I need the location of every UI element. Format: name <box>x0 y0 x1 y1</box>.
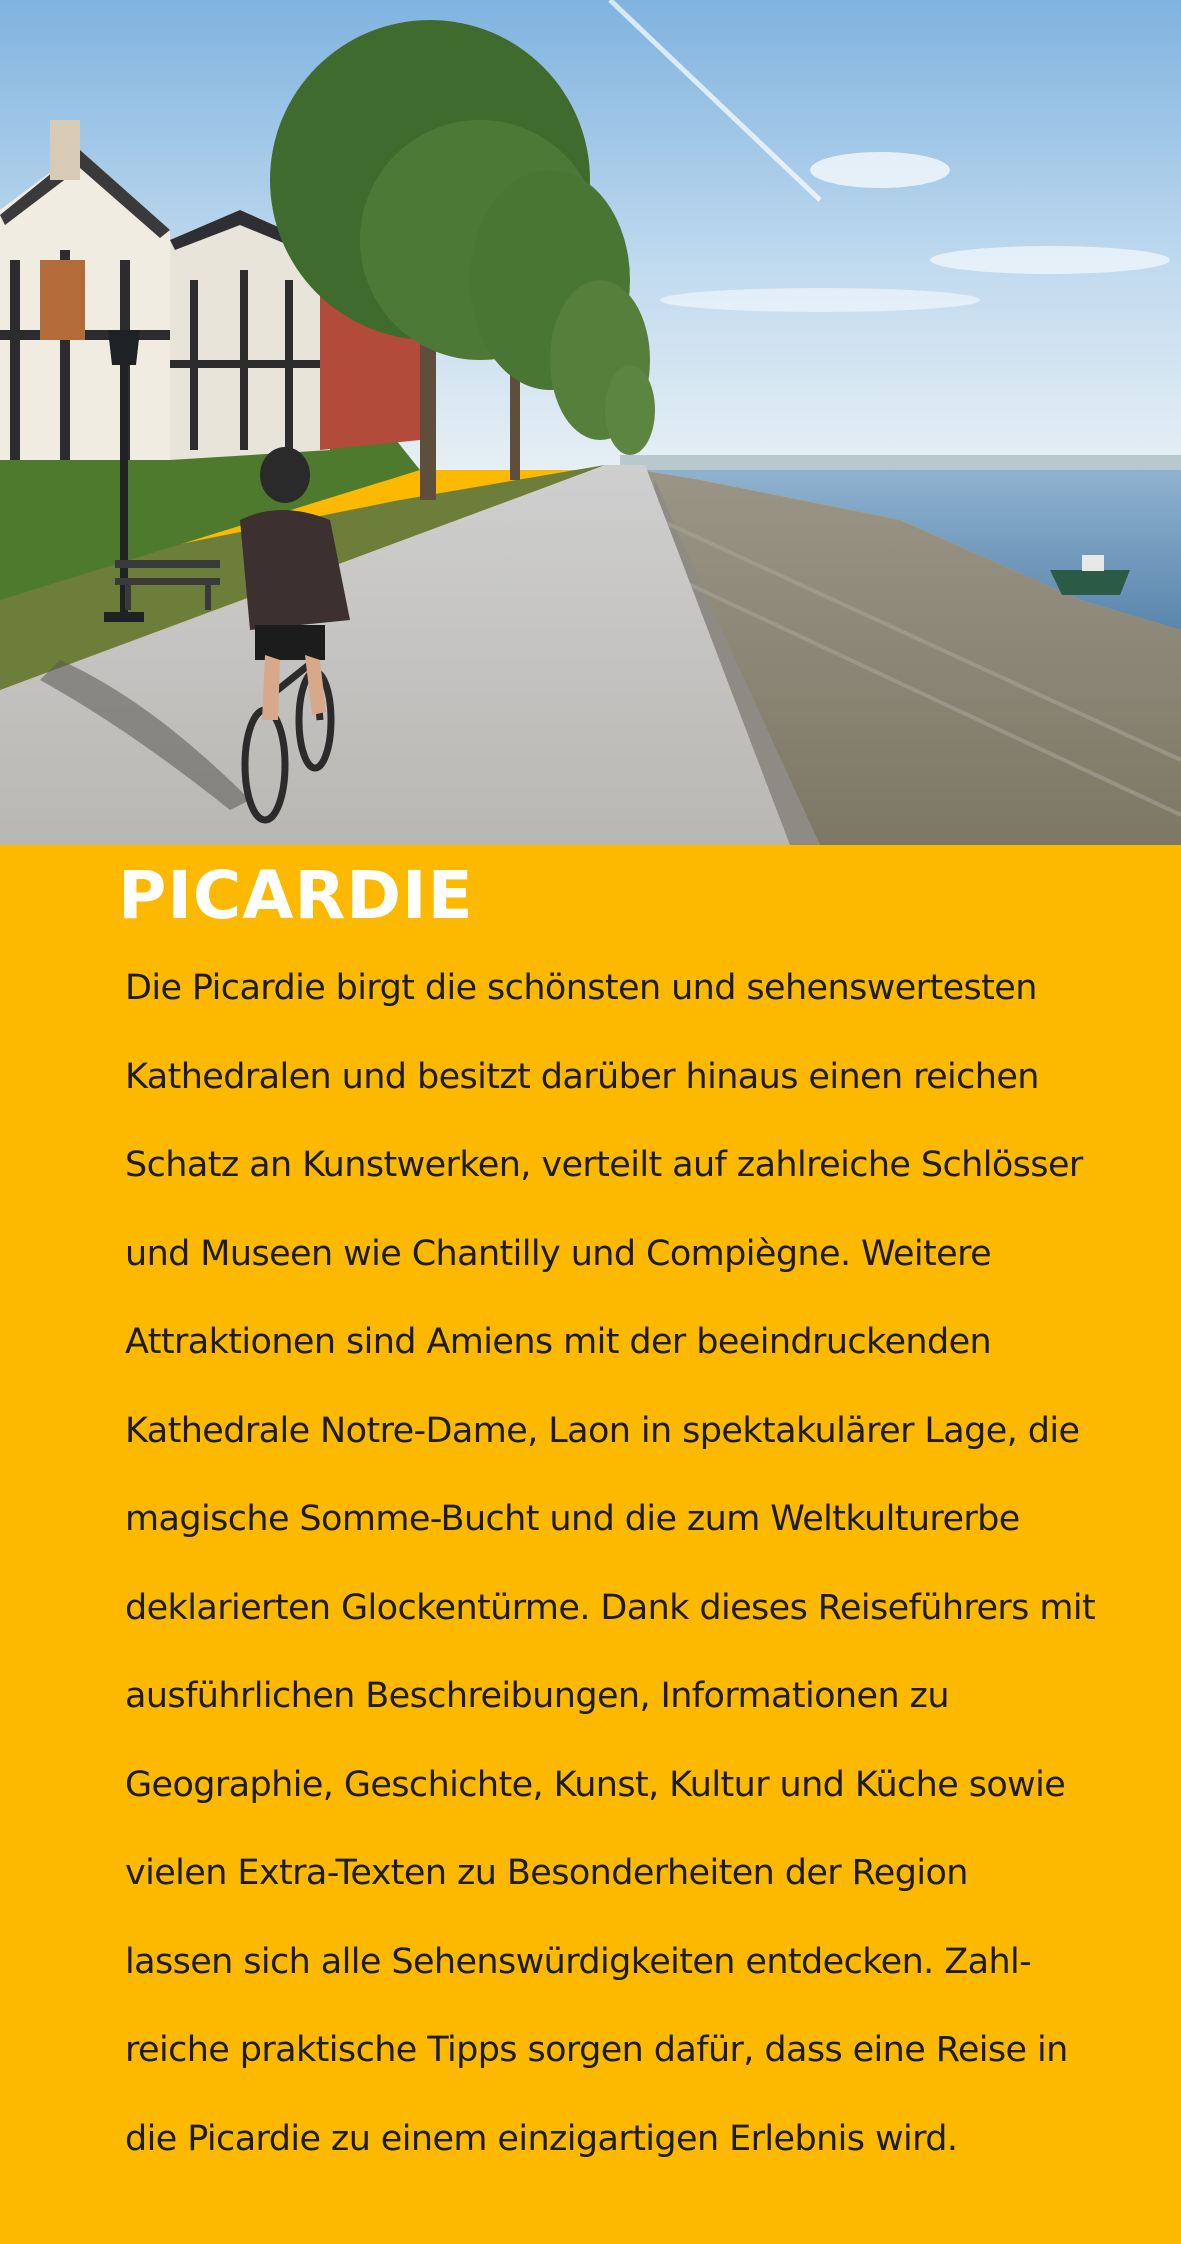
text-line: Attraktionen sind Amiens mit der beeindruckenden <box>125 1322 992 1362</box>
text-line: Geographie, Geschichte, Kunst, Kultur und Küche sowie <box>125 1764 1066 1805</box>
text-line: Kathedralen und besitzt darüber hinaus einen reichen <box>125 1056 1039 1097</box>
boat <box>1050 570 1130 595</box>
hero-photo-illustration <box>0 0 1181 845</box>
text-line: ausführlichen Beschreibungen, Informationen zu <box>125 1676 949 1716</box>
text-line: und Museen wie Chantilly und Compiègne. Weitere <box>125 1233 992 1274</box>
text-line: vielen Extra-Texten zu Besonderheiten der Region <box>125 1853 968 1893</box>
page-title: PICARDIE <box>118 857 474 934</box>
text-line: Die Picardie birgt die schönsten und sehenswertesten <box>125 968 1037 1008</box>
text-line: lassen sich alle Sehenswürdigkeiten entdecken. Zahl- <box>125 1941 1032 1982</box>
text-line: magische Somme-Bucht und die zum Weltkulturerbe <box>125 1499 1020 1539</box>
text-line: Schatz an Kunstwerken, verteilt auf zahlreiche Schlösser <box>125 1145 1083 1185</box>
text-line: deklarierten Glockentürme. Dank dieses Reiseführers mit <box>125 1587 1096 1628</box>
description-text <box>125 944 1165 2183</box>
text-line: die Picardie zu einem einzigartigen Erlebnis wird. <box>125 2118 958 2159</box>
hero-photo <box>0 0 1181 845</box>
text-line: Kathedrale Notre-Dame, Laon in spektakulärer Lage, die <box>125 1410 1080 1451</box>
text-line: reiche praktische Tipps sorgen dafür, dass eine Reise in <box>125 2030 1068 2070</box>
